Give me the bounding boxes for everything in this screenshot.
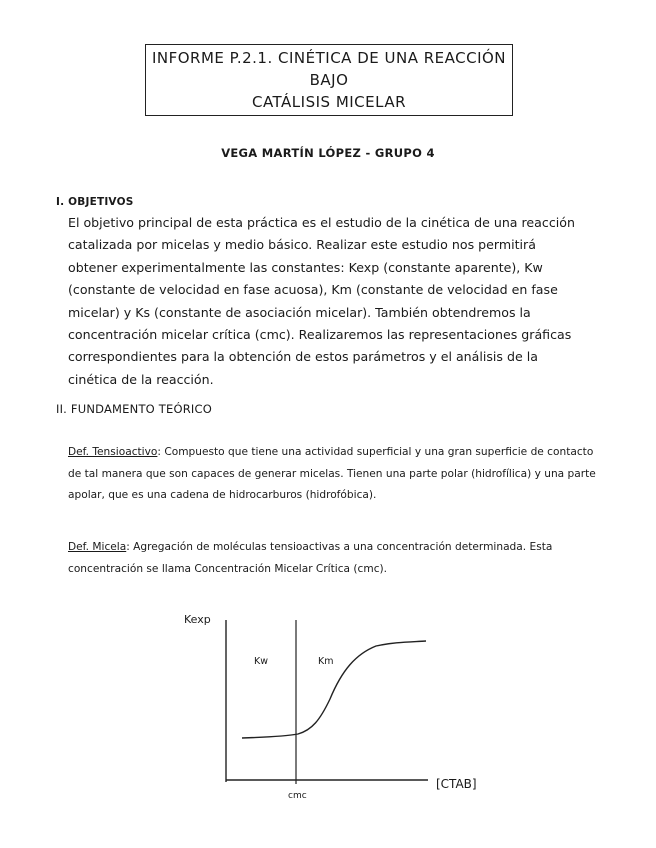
definition-term-micela: Def. Micela [68,541,127,553]
author-group: VEGA MARTÍN LÓPEZ - GRUPO 4 [221,146,435,160]
section-heading-fundamento: II. FUNDAMENTO TEÓRICO [56,402,212,416]
definition-tensioactivo [68,442,602,507]
definition-micela [68,537,602,580]
definition-text-micela: : Agregación de moléculas tensioactivas a una concentración determinada. Esta concentración se llama Concentración Micelar Crítica (cmc). [68,541,553,575]
report-title-line-1: INFORME P.2.1. CINÉTICA DE UNA REACCIÓN BAJO [151,49,507,89]
cmc-label: cmc [288,791,307,801]
kexp-vs-ctab-sketch [180,604,510,804]
region-label-kw: Kw [254,656,268,667]
kexp-curve [242,641,426,738]
report-title-box [145,44,513,116]
y-axis-label: Kexp [184,613,211,626]
report-title-line-2: CATÁLISIS MICELAR [251,93,407,111]
x-axis-label: [CTAB] [436,777,477,791]
definition-term-tensioactivo: Def. Tensioactivo [68,446,158,458]
region-label-km: Km [318,656,334,667]
section-heading-objetivos: I. OBJETIVOS [56,196,134,208]
objetivos-paragraph: El objetivo principal de esta práctica es el estudio de la cinética de una reacción catalizada por micelas y medio básico. Realizar este estudio nos permitirá obtener experimentalmente las constantes: Kexp (constante aparente), Kw (constante de velocidad en fase acuosa), Km (constante de velocidad en fase micelar) y Ks (constante de asociación micelar). También obtendremos la concentración micelar crítica (cmc). Realizaremos las representaciones gráficas correspondientes para la obtención de estos parámetros y el análisis de la cinética de la reacción. [68,215,575,387]
definition-text-tensioactivo: : Compuesto que tiene una actividad superficial y una gran superficie de contacto de tal manera que son capaces de generar micelas. Tienen una parte polar (hidrofílica) y una parte apolar, que es una cadena de hidrocarburos (hidrofóbica). [68,446,596,501]
